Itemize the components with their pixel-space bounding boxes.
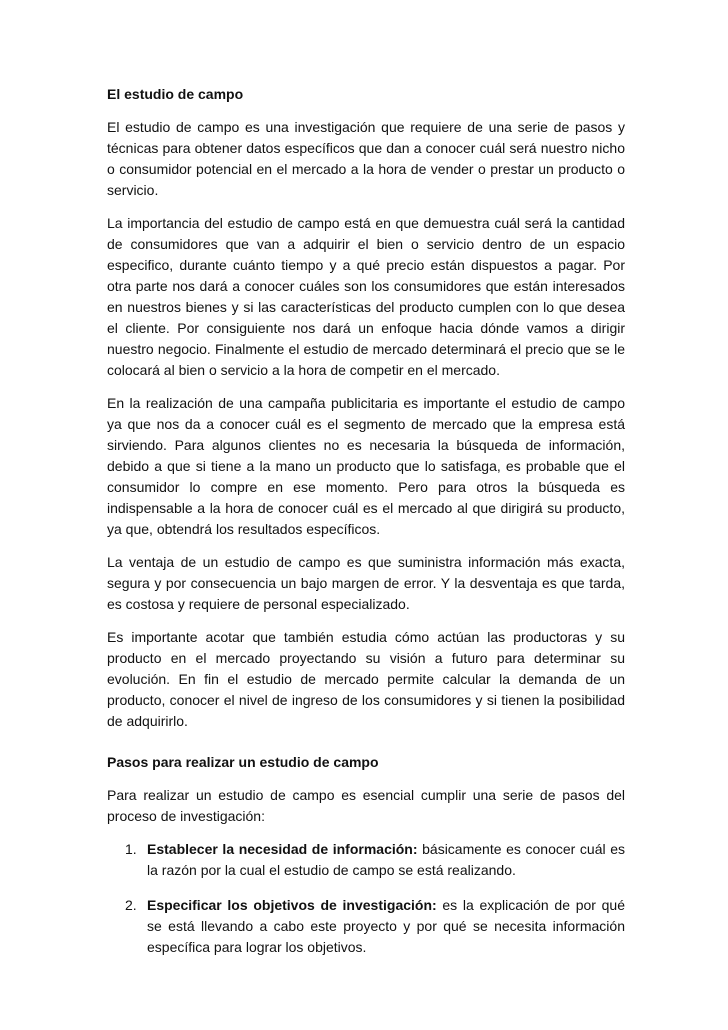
paragraph-steps-intro: Para realizar un estudio de campo es esencial cumplir una serie de pasos del proceso de investigación: bbox=[107, 787, 625, 824]
list-item-number: 1. bbox=[125, 841, 137, 857]
paragraph-importance: La importancia del estudio de campo está en que demuestra cuál será la cantidad de consumidores que van a adquirir el bien o servicio dentro de un espacio especifico, durante cuánto tiempo y a qué precio están dispuestos a pagar. Por otra parte nos dará a conocer cuáles son los consumidores que están interesados en nuestros bienes y si las características del producto cumplen con lo que desea el cliente. Por consiguiente nos dará un enfoque hacia dónde vamos a dirigir nuestro negocio. Finalmente el estudio de mercado determinará el precio que se le colocará al bien o servicio a la hora de competir en el mercado. bbox=[107, 215, 625, 378]
list-item bbox=[107, 839, 625, 881]
list-item-text: es la explicación de por qué se está llevando a cabo este proyecto y por qué se necesita información específica para lograr los objetivos. bbox=[147, 897, 625, 955]
paragraph-producers: Es importante acotar que también estudia cómo actúan las productoras y su producto en el mercado proyectando su visión a futuro para determinar su evolución. En fin el estudio de mercado permite calcular la demanda de un producto, conocer el nivel de ingreso de los consumidores y si tienen la posibilidad de adquirirlo. bbox=[107, 629, 625, 729]
paragraph-advantages: La ventaja de un estudio de campo es que suministra información más exacta, segura y por consecuencia un bajo margen de error. Y la desventaja es que tarda, es costosa y requiere de personal especializado. bbox=[107, 554, 625, 612]
paragraph-definition: El estudio de campo es una investigación que requiere de una serie de pasos y técnicas para obtener datos específicos que dan a conocer cuál será nuestro nicho o consumidor potencial en el mercado a la hora de vender o prestar un producto o servicio. bbox=[107, 119, 625, 198]
list-item-term: Especificar los objetivos de investigación: bbox=[147, 897, 437, 913]
section-heading-pasos: Pasos para realizar un estudio de campo bbox=[107, 754, 379, 770]
section-heading-estudio: El estudio de campo bbox=[107, 86, 244, 102]
document-page bbox=[107, 84, 625, 972]
list-item-number: 2. bbox=[125, 897, 137, 913]
list-item bbox=[107, 895, 625, 958]
steps-list bbox=[107, 839, 625, 958]
list-item-text: básicamente es conocer cuál es la razón por la cual el estudio de campo se está realizando. bbox=[147, 841, 625, 878]
list-item-term: Establecer la necesidad de información: bbox=[147, 841, 418, 857]
paragraph-campaign: En la realización de una campaña publicitaria es importante el estudio de campo ya que nos da a conocer cuál es el segmento de mercado que la empresa está sirviendo. Para algunos clientes no es necesaria la búsqueda de información, debido a que si tiene a la mano un producto que lo satisfaga, es probable que el consumidor lo compre en ese momento. Pero para otros la búsqueda es indispensable a la hora de conocer cuál es el mercado al que dirigirá su producto, ya que, obtendrá los resultados específicos. bbox=[107, 395, 625, 537]
